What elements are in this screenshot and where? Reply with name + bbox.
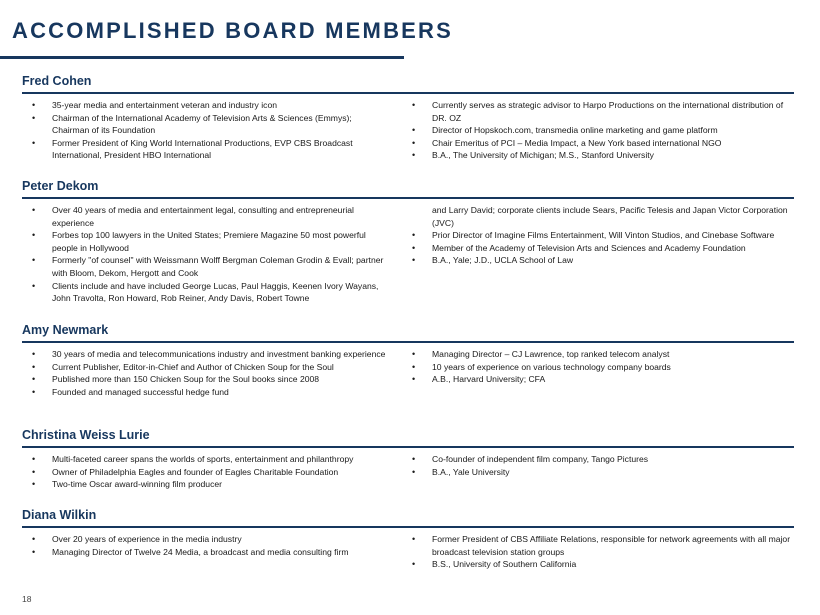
- bullet-list-left: [28, 453, 388, 491]
- section-divider: [22, 341, 794, 343]
- member-section-fred-cohen: [22, 73, 794, 162]
- bullet-item: • Formerly "of counsel" with Weissmann Wolff Bergman Coleman Grodin & Evall; partner with Bloom, Dekom, Hergott and Cook: [28, 254, 388, 279]
- bullet-item: • Chair Emeritus of PCI – Media Impact, a New York based international NGO: [408, 137, 794, 150]
- bullet-item: • Current Publisher, Editor-in-Chief and Author of Chicken Soup for the Soul: [28, 361, 388, 374]
- page-number: 18: [22, 594, 32, 604]
- bullet-item: • Managing Director of Twelve 24 Media, a broadcast and media consulting firm: [28, 546, 388, 559]
- member-section-amy-newmark: [22, 322, 794, 398]
- bullet-item: • Currently serves as strategic advisor to Harpo Productions on the international distribution of DR. OZ: [408, 99, 794, 124]
- bullet-continuation: and Larry David; corporate clients include Sears, Pacific Telesis and Japan Victor Corporation (JVC): [432, 205, 788, 228]
- bullet-item: • Director of Hopskoch.com, transmedia online marketing and game platform: [408, 124, 794, 137]
- member-section-christina-weiss-lurie: [22, 427, 794, 491]
- bullet-item: • Over 20 years of experience in the media industry: [28, 533, 388, 546]
- bullet-list-right: [408, 533, 794, 571]
- bullet-list-left: [28, 99, 388, 162]
- member-name: Fred Cohen: [22, 74, 92, 88]
- bullet-list-right: [408, 204, 794, 267]
- bullet-item: • Published more than 150 Chicken Soup for the Soul books since 2008: [28, 373, 388, 386]
- bullet-item: • 30 years of media and telecommunications industry and investment banking experience: [28, 348, 388, 361]
- bullet-list-left: [28, 533, 388, 558]
- bullet-item: • Multi-faceted career spans the worlds of sports, entertainment and philanthropy: [28, 453, 388, 466]
- bullet-item: • 10 years of experience on various technology company boards: [408, 361, 794, 374]
- bullet-item: • Chairman of the International Academy of Television Arts & Sciences (Emmys); Chairman of its Foundation: [28, 112, 388, 137]
- bullet-item: • B.A., The University of Michigan; M.S., Stanford University: [408, 149, 794, 162]
- bullet-item: • Clients include and have included George Lucas, Paul Haggis, Keenen Ivory Wayans, John Travolta, Ron Howard, Rob Reiner, Andy Davis, Robert Towne: [28, 280, 388, 305]
- bullet-list-left: [28, 348, 388, 398]
- bullet-item: • Member of the Academy of Television Arts and Sciences and Academy Foundation: [408, 242, 794, 255]
- bullet-item: • Former President of CBS Affiliate Relations, responsible for network agreements with all major broadcast television station groups: [408, 533, 794, 558]
- bullet-list-right: [408, 453, 794, 478]
- bullet-item: • Over 40 years of media and entertainment legal, consulting and entrepreneurial experience: [28, 204, 388, 229]
- member-section-diana-wilkin: [22, 507, 794, 571]
- member-name: Peter Dekom: [22, 179, 99, 193]
- section-divider: [22, 446, 794, 448]
- bullet-list-right: [408, 348, 794, 386]
- title-underline: [0, 56, 404, 59]
- bullet-item: • Owner of Philadelphia Eagles and founder of Eagles Charitable Foundation: [28, 466, 388, 479]
- section-divider: [22, 92, 794, 94]
- member-name: Diana Wilkin: [22, 508, 97, 522]
- bullet-item: • Co-founder of independent film company, Tango Pictures: [408, 453, 794, 466]
- section-divider: [22, 526, 794, 528]
- bullet-item: • B.A., Yale; J.D., UCLA School of Law: [408, 254, 794, 267]
- bullet-item: • Managing Director – CJ Lawrence, top ranked telecom analyst: [408, 348, 794, 361]
- member-section-peter-dekom: [22, 178, 794, 305]
- member-name: Amy Newmark: [22, 323, 109, 337]
- bullet-item: • Forbes top 100 lawyers in the United States; Premiere Magazine 50 most powerful people in Hollywood: [28, 229, 388, 254]
- bullet-item: • B.S., University of Southern California: [408, 558, 794, 571]
- bullet-item: • B.A., Yale University: [408, 466, 794, 479]
- member-name: Christina Weiss Lurie: [22, 428, 150, 442]
- bullet-item: • Prior Director of Imagine Films Entertainment, Will Vinton Studios, and Cinebase Software: [408, 229, 794, 242]
- bullet-list-right: [408, 99, 794, 162]
- bullet-item: • A.B., Harvard University; CFA: [408, 373, 794, 386]
- bullet-item: • Founded and managed successful hedge fund: [28, 386, 388, 399]
- page-title: ACCOMPLISHED BOARD MEMBERS: [12, 18, 453, 43]
- section-divider: [22, 197, 794, 199]
- bullet-item: • 35-year media and entertainment veteran and industry icon: [28, 99, 388, 112]
- bullet-list-left: [28, 204, 388, 305]
- bullet-item: • Former President of King World International Productions, EVP CBS Broadcast International, President HBO International: [28, 137, 388, 162]
- bullet-item: • Two-time Oscar award-winning film producer: [28, 478, 388, 491]
